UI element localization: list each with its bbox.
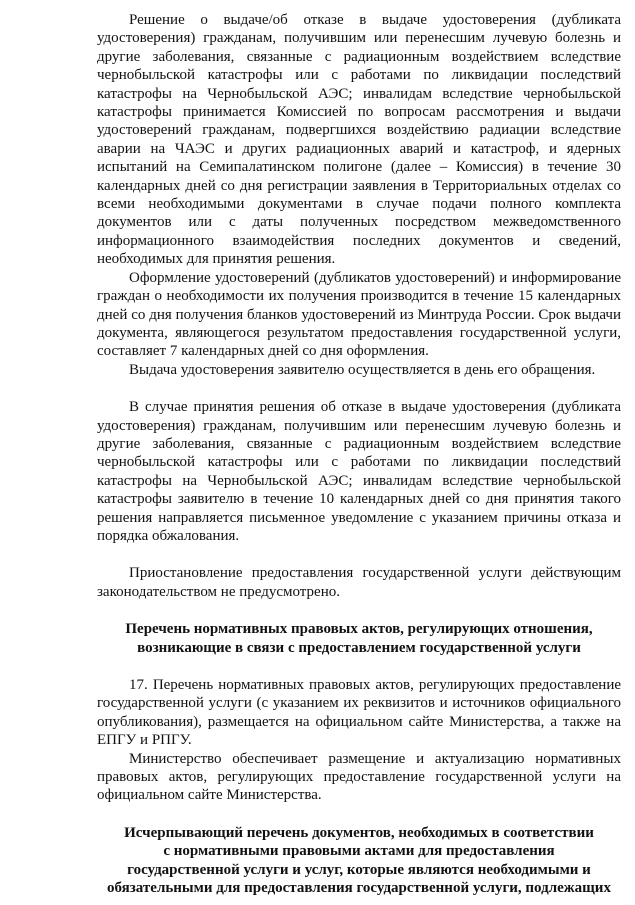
paragraph-suspension: Приостановление предоставления государственной услуги действующим законодательством не предусмотрено. <box>97 565 621 600</box>
heading-line: государственной услуги и услуг, которые являются необходимыми и <box>127 861 591 878</box>
paragraph-registration: Оформление удостоверений (дубликатов удостоверений) и информирование граждан о необходимости их получения производится в течение 15 календарных дней со дня получения бланков удостоверений из Минтруда России. Срок выдачи документа, являющегося результатом предоставления государственной услуги, составляет 7 календарных дней со дня оформления. <box>97 269 621 360</box>
document-page <box>97 11 621 897</box>
heading-line: возникающие в связи с предоставлением государственной услуги <box>137 639 581 656</box>
paragraph-refusal: В случае принятия решения об отказе в выдаче удостоверения (дубликата удостоверения) гражданам, получившим или перенесшим лучевую болезнь и другие заболевания, связанные с радиационным воздействием вследствие чернобыльской катастрофы или с работами по ликвидации последствий катастрофы на Чернобыльской АЭС; инвалидам вследствие чернобыльской катастрофы заявителю в течение 10 календарных дней со дня принятия такого решения направляется письменное уведомление с указанием причины отказа и порядка обжалования. <box>97 399 621 544</box>
paragraph-ministry: Министерство обеспечивает размещение и актуализацию нормативных правовых актов, регулирующих предоставление государственной услуги на официальном сайте Министерства. <box>97 750 621 804</box>
section-heading-legal-acts <box>97 620 621 657</box>
heading-line: обязательными для предоставления государственной услуги, подлежащих <box>107 880 611 897</box>
spacer <box>97 545 621 564</box>
paragraph-issuance: Выдача удостоверения заявителю осуществляется в день его обращения. <box>129 361 596 378</box>
section-heading-documents <box>97 824 621 898</box>
paragraph-decision: Решение о выдаче/об отказе в выдаче удостоверения (дубликата удостоверения) гражданам, получившим или перенесшим лучевую болезнь и другие заболевания, связанные с радиационным воздействием вследствие чернобыльской катастрофы или с работами по ликвидации последствий катастрофы на Чернобыльской АЭС; инвалидам вследствие чернобыльской катастрофы принимается Комиссией по вопросам рассмотрения и выдачи удостоверений гражданам, подвергшихся воздействию радиации вследствие аварии на ЧАЭС и других радиационных аварий и катастроф, и ядерных испытаний на Семипалатинском полигоне (далее – Комиссия) в течение 30 календарных дней со дня регистрации заявления в Территориальных отделах со всеми необходимыми документами в случае подачи полного комплекта документов или с даты полученных посредством межведомственного информационного взаимодействия последних документов и сведений, необходимых для принятия решения. <box>97 12 621 268</box>
spacer <box>97 657 621 676</box>
spacer <box>97 379 621 398</box>
heading-line: Перечень нормативных правовых актов, регулирующих отношения, <box>125 621 593 638</box>
spacer <box>97 805 621 824</box>
paragraph-item-17: 17. Перечень нормативных правовых актов, регулирующих предоставление государственной услуги (с указанием их реквизитов и источников официального опубликования), размещается на официальном сайте Министерства, а также на ЕПГУ и РПГУ. <box>97 677 621 749</box>
heading-line: Исчерпывающий перечень документов, необходимых в соответствии <box>124 824 594 841</box>
spacer <box>97 601 621 620</box>
heading-line: с нормативными правовыми актами для предоставления <box>163 843 555 860</box>
